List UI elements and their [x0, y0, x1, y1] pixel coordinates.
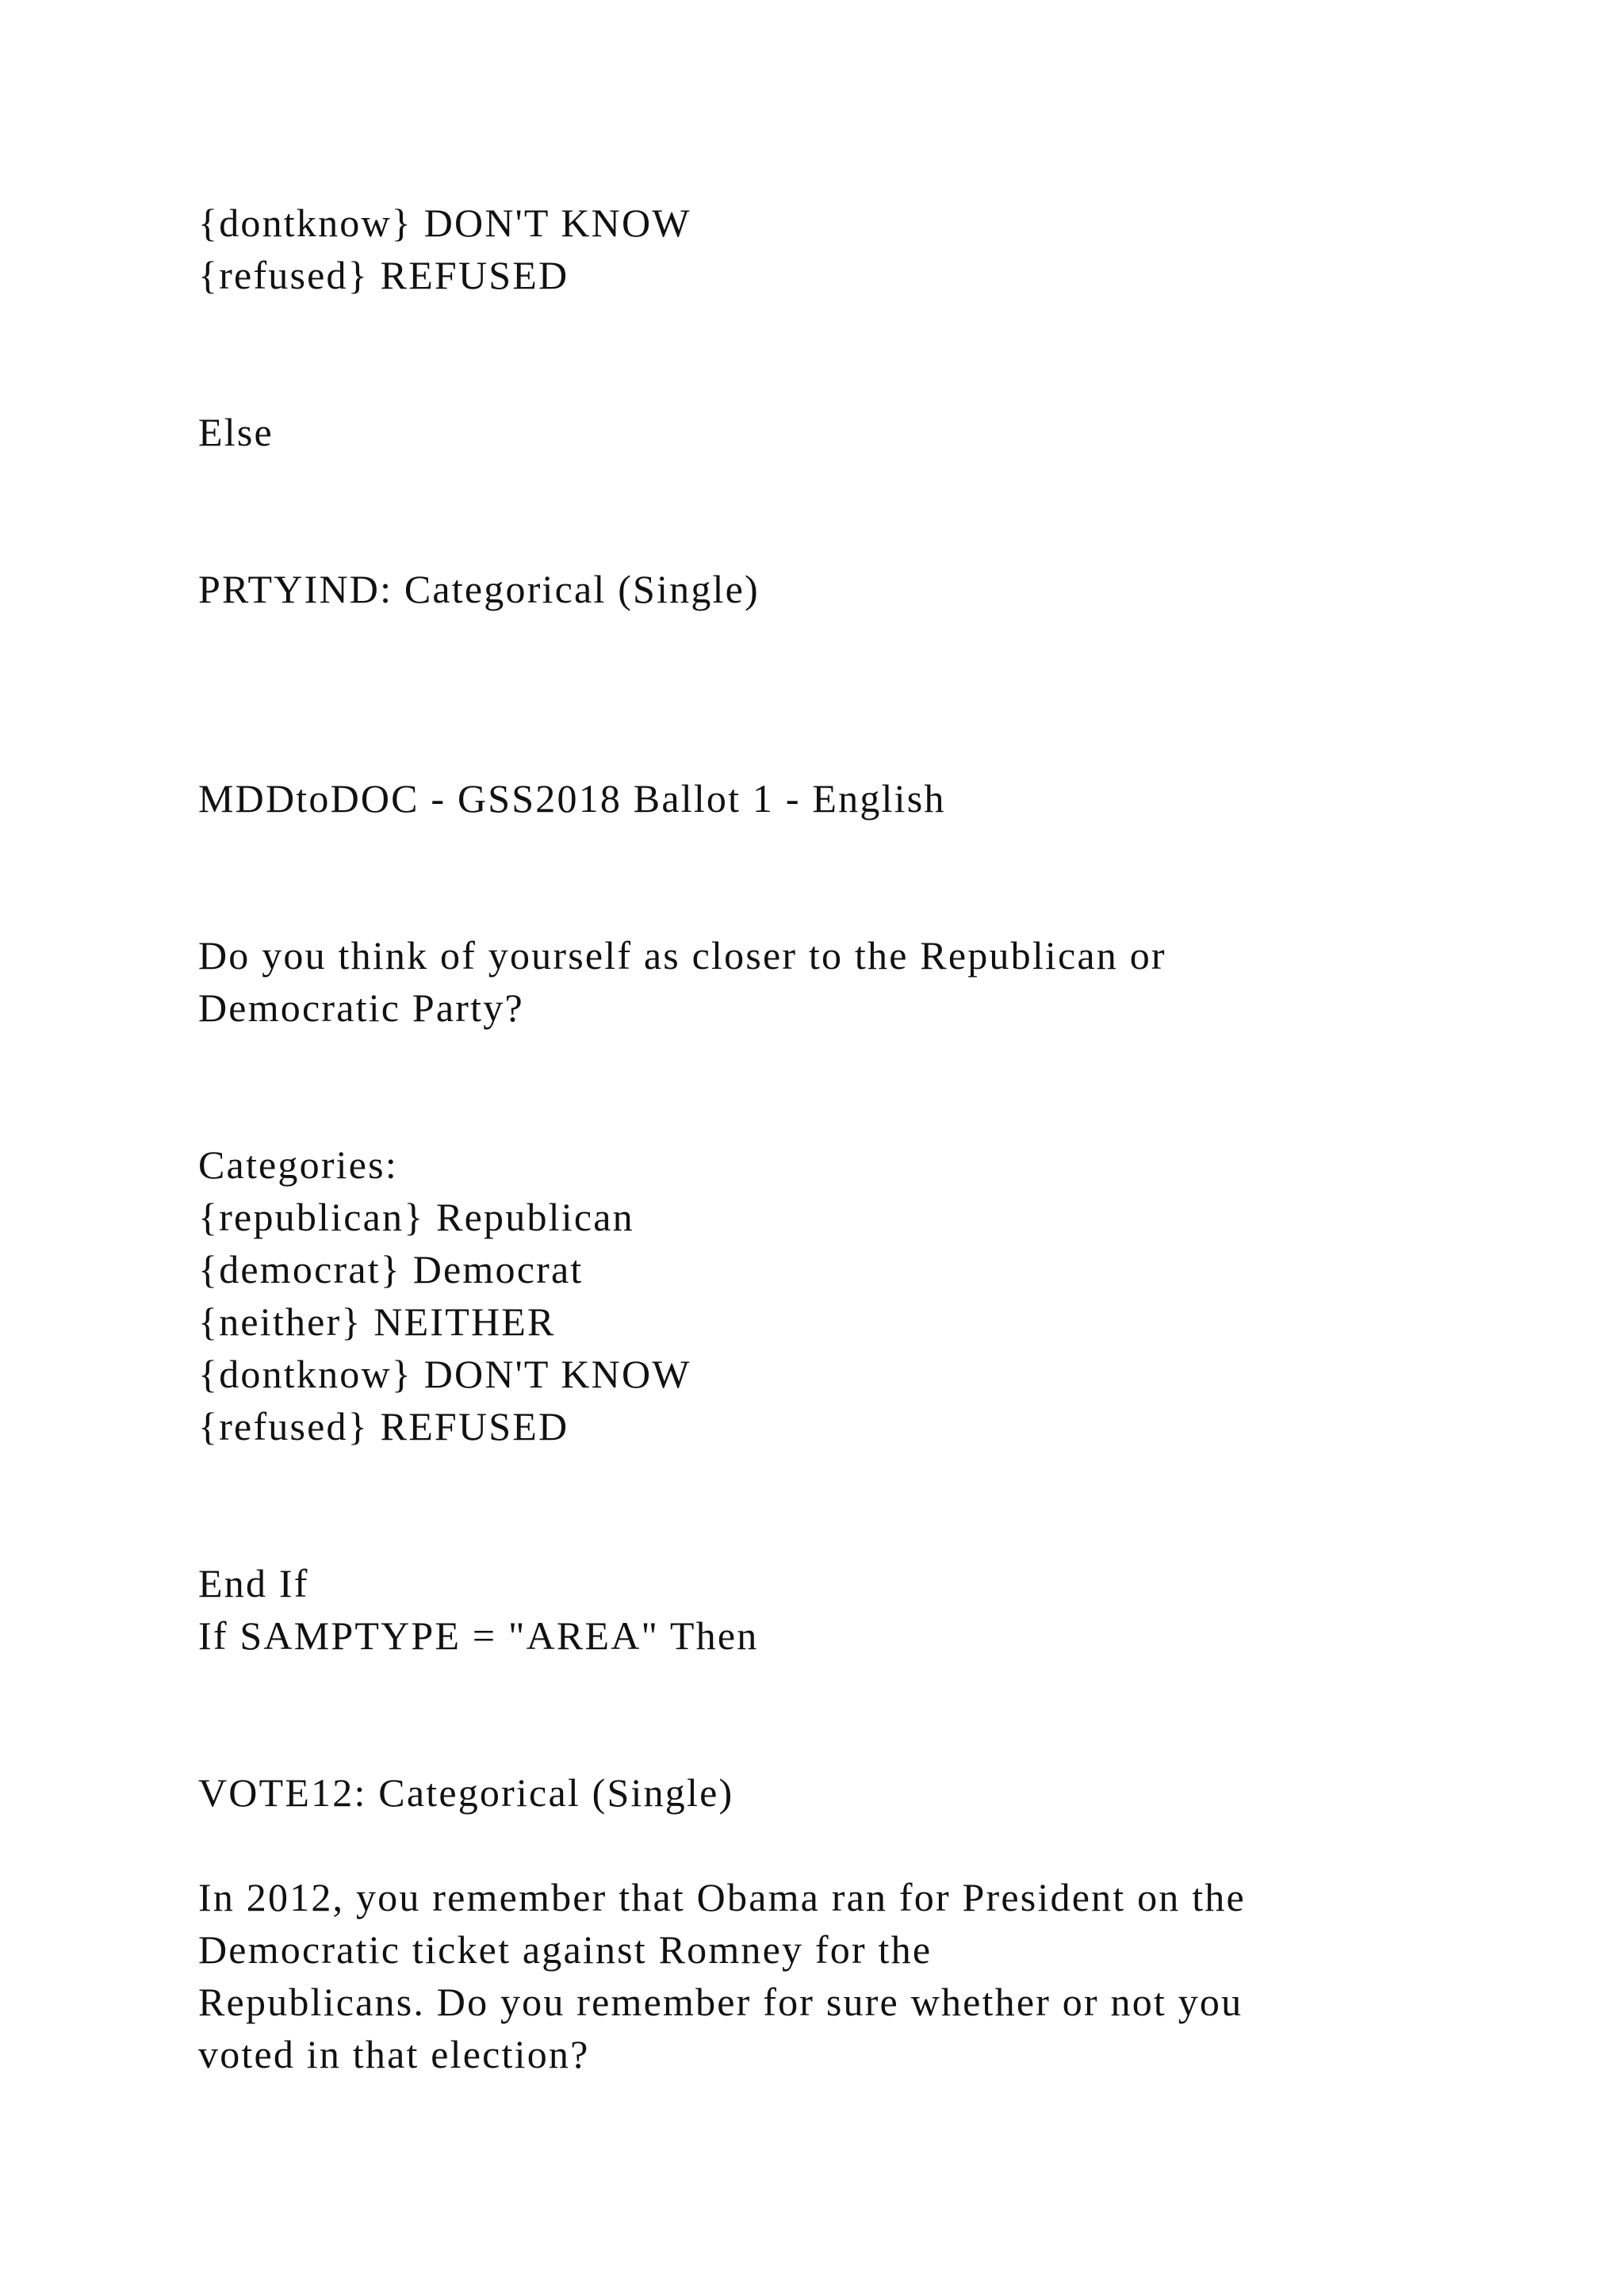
- question-text-line: voted in that election?: [198, 2032, 590, 2076]
- end-if-statement: End If: [198, 1561, 309, 1605]
- category-item: {refused} REFUSED: [198, 1404, 569, 1448]
- categories-label: Categories:: [198, 1142, 398, 1187]
- else-statement: Else: [198, 410, 274, 454]
- question-text-line: Republicans. Do you remember for sure whether or not you: [198, 1980, 1243, 2024]
- category-item: {republican} Republican: [198, 1195, 634, 1239]
- question-text-line: Democratic Party?: [198, 985, 524, 1030]
- question-text-line: In 2012, you remember that Obama ran for President on the: [198, 1875, 1246, 1919]
- question-text-line: Democratic ticket against Romney for the: [198, 1927, 933, 1972]
- if-condition-statement: If SAMPTYPE = "AREA" Then: [198, 1613, 759, 1658]
- question-text-line: Do you think of yourself as closer to the Republican or: [198, 933, 1166, 978]
- category-item: {neither} NEITHER: [198, 1299, 556, 1344]
- category-item: {dontknow} DON'T KNOW: [198, 1352, 691, 1396]
- source-line: MDDtoDOC - GSS2018 Ballot 1 - English: [198, 776, 946, 821]
- category-refused: {refused} REFUSED: [198, 253, 569, 297]
- category-item: {democrat} Democrat: [198, 1247, 584, 1292]
- prtyind-heading: PRTYIND: Categorical (Single): [198, 567, 760, 611]
- vote12-heading: VOTE12: Categorical (Single): [198, 1770, 734, 1815]
- category-dontknow: {dontknow} DON'T KNOW: [198, 201, 691, 245]
